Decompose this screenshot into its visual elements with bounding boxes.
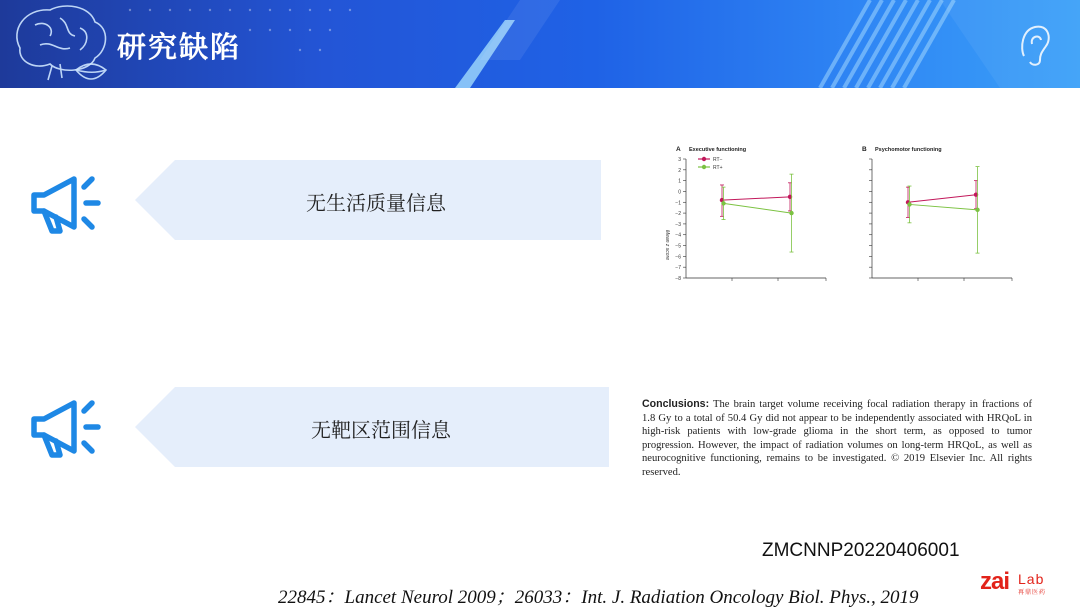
brain-icon	[17, 6, 106, 80]
callout-box-1	[135, 160, 601, 240]
legend-label-rt-plus: RT+	[713, 165, 723, 171]
logo-subtitle: 再鼎医药	[1018, 589, 1047, 596]
lips-icon	[76, 64, 106, 79]
y-tick-label: −3	[675, 221, 681, 228]
conclusion-lead: Conclusions:	[642, 398, 710, 410]
data-point	[789, 211, 793, 215]
panel-a-title: Executive functioning	[689, 147, 747, 153]
y-tick-label: −7	[675, 265, 681, 272]
callout-label-target-volume: 无靶区范围信息	[311, 418, 451, 442]
data-point	[975, 208, 979, 212]
figure-neurocognitive	[640, 140, 1040, 285]
conclusion-paragraph	[642, 398, 1032, 480]
series-line	[910, 204, 978, 209]
y-tick-label: −5	[675, 243, 681, 250]
y-tick-label: 3	[678, 157, 681, 163]
panel-a-letter: A	[676, 146, 681, 153]
y-tick-label: 2	[678, 167, 681, 174]
callout-label-quality-of-life: 无生活质量信息	[306, 191, 446, 215]
series-line	[724, 203, 792, 213]
conclusion-text: The brain target volume receiving focal radiation therapy in fractions of 1.8 Gy to a total of 50.4 Gy did not appear to be independently associated with HRQoL in high-risk patients with low-grade glioma in the short term, as opposed to tumor progression. However, the impact of radiation volumes on long-term HRQoL, as well as neurocognitive functioning, remains to be investigated. © 2019 Elsevier Inc. All rights reserved.	[642, 399, 1032, 478]
y-tick-label: 0	[678, 189, 681, 196]
callout-box-2	[135, 387, 609, 467]
legend-marker-rt-minus	[702, 157, 706, 161]
data-point	[721, 201, 725, 205]
legend-marker-rt-plus	[702, 165, 706, 169]
figure-svg	[640, 140, 1040, 285]
series-line	[908, 195, 976, 203]
series-line	[722, 197, 790, 200]
y-axis-label: Mean z score	[664, 230, 670, 261]
megaphone-icon	[28, 165, 104, 241]
page-title: 研究缺陷	[117, 30, 242, 64]
legend	[698, 157, 723, 171]
legend-label-rt-minus: RT−	[713, 157, 723, 163]
zai-lab-logo	[980, 570, 1060, 600]
y-tick-label: −6	[675, 254, 681, 261]
panel-b-title: Psychomotor functioning	[875, 147, 942, 153]
data-point	[907, 202, 911, 206]
header-banner	[0, 0, 1080, 88]
y-tick-label: −8	[675, 276, 681, 282]
megaphone-icon	[28, 389, 104, 465]
references: 22845：Lancet Neurol 2009；26033：Int. J. Radiation Oncology Biol. Phys., 2019	[278, 587, 919, 608]
y-tick-label: 1	[678, 178, 681, 185]
y-tick-label: −1	[675, 200, 681, 207]
logo-lab: Lab	[1018, 571, 1045, 587]
y-tick-label: −4	[675, 232, 681, 239]
document-code: ZMCNNP20220406001	[762, 540, 960, 561]
y-tick-label: −2	[675, 211, 681, 218]
panel-b-letter: B	[862, 146, 867, 153]
logo-zai: zai	[980, 568, 1010, 595]
